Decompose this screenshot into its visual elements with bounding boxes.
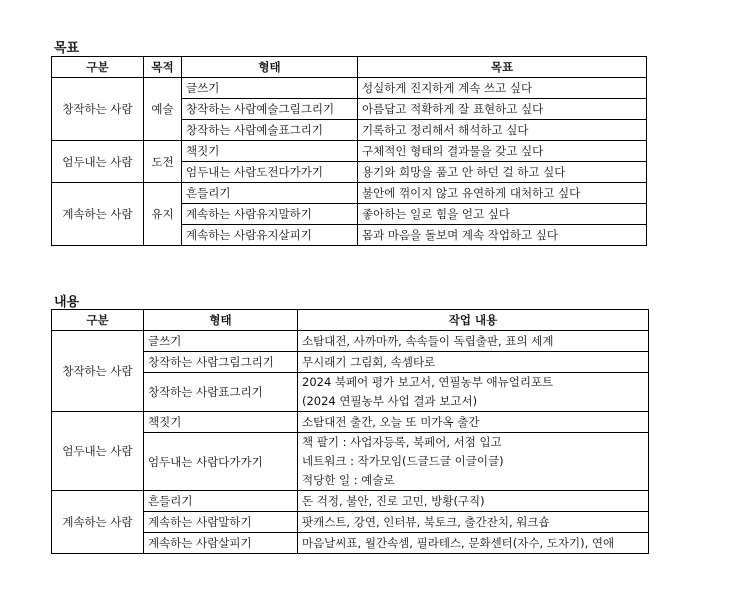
work-line: 네트워크 : 작가모임(드글드글 이글이글) [302, 454, 504, 468]
form-cell: 창작하는 사람표그리기 [144, 373, 298, 412]
form-cell: 창작하는 사람예술그림그리기 [182, 99, 358, 120]
goal-cell: 기록하고 정리해서 해석하고 싶다 [358, 120, 647, 141]
form-cell: 흔들리기 [182, 183, 358, 204]
work-cell: 소탐대전, 사까마까, 속속들이 독립출판, 표의 세계 [298, 331, 649, 352]
goal-cell: 몸과 마음을 돌보며 계속 작업하고 싶다 [358, 225, 647, 246]
work-line: 적당한 일 : 예술로 [302, 473, 395, 487]
form-cell: 창작하는 사람그림그리기 [144, 352, 298, 373]
table-header-row [52, 57, 647, 78]
goal-cell: 좋아하는 일로 힘을 얻고 싶다 [358, 204, 647, 225]
content-heading: 내용 [54, 295, 80, 310]
form-cell: 책짓기 [182, 141, 358, 162]
column-header-goal: 목표 [358, 57, 647, 78]
table-row [52, 78, 647, 99]
category-cell: 계속하는 사람 [52, 183, 144, 246]
content-table [51, 309, 649, 554]
form-cell: 계속하는 사람살피기 [144, 533, 298, 554]
category-cell: 엄두내는 사람 [52, 412, 144, 491]
table-row [52, 141, 647, 162]
goal-cell: 구체적인 형태의 결과물을 갖고 싶다 [358, 141, 647, 162]
form-cell: 글쓰기 [182, 78, 358, 99]
form-cell: 엄두내는 사람도전다가가기 [182, 162, 358, 183]
work-cell: 소탐대전 출간, 오늘 또 미가옥 출간 [298, 412, 649, 433]
goals-table [51, 56, 647, 246]
category-cell: 엄두내는 사람 [52, 141, 144, 183]
column-header-purpose: 목적 [144, 57, 182, 78]
purpose-cell: 도전 [144, 141, 182, 183]
form-cell: 엄두내는 사람다가가기 [144, 433, 298, 491]
goal-cell: 용기와 희망을 품고 안 하던 걸 하고 싶다 [358, 162, 647, 183]
goal-cell: 아름답고 적확하게 잘 표현하고 싶다 [358, 99, 647, 120]
table-row [52, 183, 647, 204]
work-cell: 무시래기 그림회, 속셈타로 [298, 352, 649, 373]
goal-cell: 성실하게 진지하게 계속 쓰고 싶다 [358, 78, 647, 99]
work-line: 책 팔기 : 사업자등록, 북페어, 서점 입고 [302, 435, 502, 449]
work-cell [298, 433, 649, 491]
form-cell: 계속하는 사람말하기 [144, 512, 298, 533]
form-cell: 글쓰기 [144, 331, 298, 352]
goals-heading: 목표 [54, 41, 80, 56]
column-header-work: 작업 내용 [298, 310, 649, 331]
column-header-category: 구분 [52, 57, 144, 78]
purpose-cell: 예술 [144, 78, 182, 141]
goal-cell: 불안에 꺾이지 않고 유연하게 대처하고 싶다 [358, 183, 647, 204]
work-line: (2024 연필농부 사업 결과 보고서) [302, 394, 478, 408]
work-cell: 돈 걱정, 불안, 진로 고민, 방황(구직) [298, 491, 649, 512]
column-header-form: 형태 [182, 57, 358, 78]
work-cell [298, 373, 649, 412]
table-header-row [52, 310, 649, 331]
table-row [52, 331, 649, 352]
work-cell: 마음날씨표, 월간속셈, 필라테스, 문화센터(자수, 도자기), 연애 [298, 533, 649, 554]
table-row [52, 491, 649, 512]
column-header-form: 형태 [144, 310, 298, 331]
form-cell: 흔들리기 [144, 491, 298, 512]
column-header-category: 구분 [52, 310, 144, 331]
purpose-cell: 유지 [144, 183, 182, 246]
work-cell: 팟캐스트, 강연, 인터뷰, 북토크, 출간잔치, 워크숍 [298, 512, 649, 533]
category-cell: 계속하는 사람 [52, 491, 144, 554]
form-cell: 계속하는 사람유지살피기 [182, 225, 358, 246]
category-cell: 창작하는 사람 [52, 331, 144, 412]
category-cell: 창작하는 사람 [52, 78, 144, 141]
form-cell: 창작하는 사람예술표그리기 [182, 120, 358, 141]
form-cell: 책짓기 [144, 412, 298, 433]
table-row [52, 412, 649, 433]
form-cell: 계속하는 사람유지말하기 [182, 204, 358, 225]
work-line: 2024 북페어 평가 보고서, 연필농부 애뉴얼리포트 [302, 375, 554, 389]
